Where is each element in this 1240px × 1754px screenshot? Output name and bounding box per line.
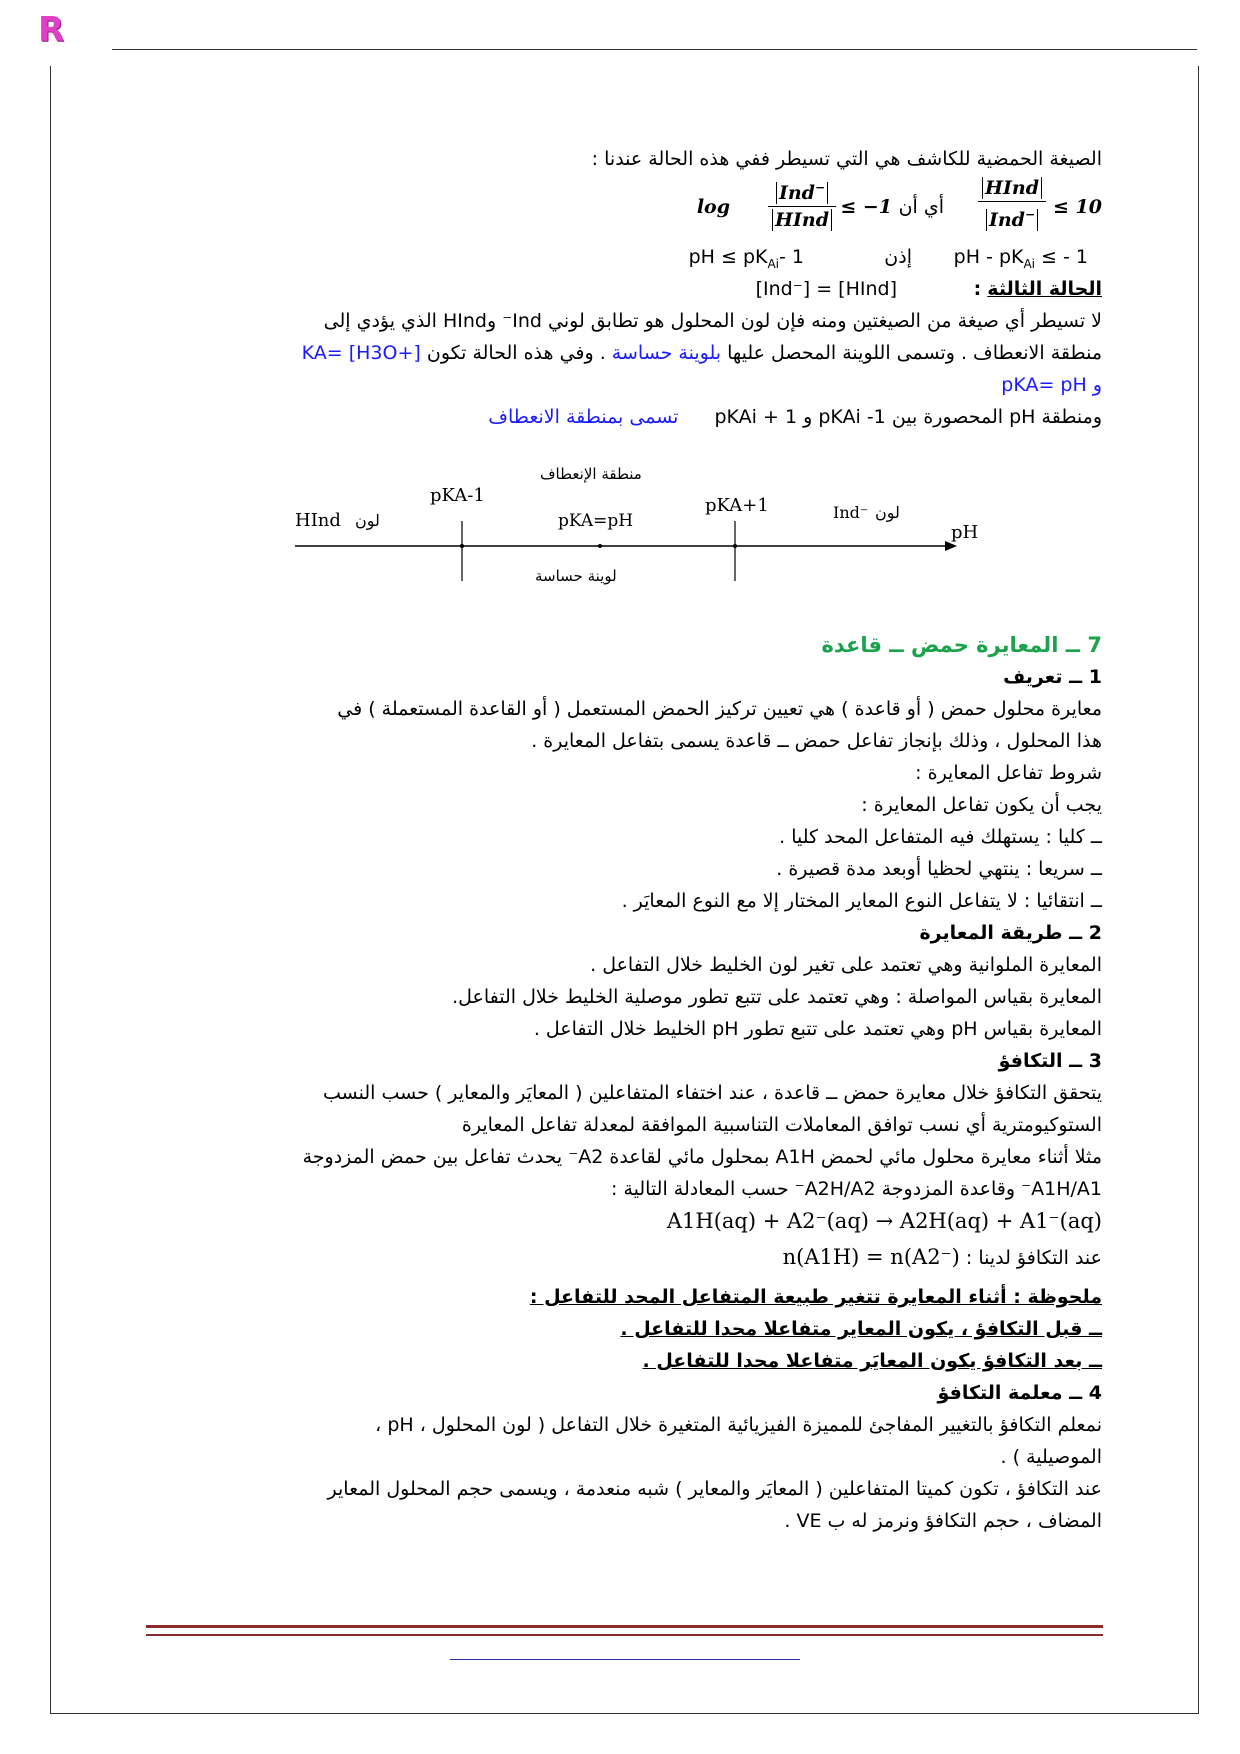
reaction-equation: A1H(aq) + A2⁻(aq) → A2H(aq) + A1⁻(aq) [666,1209,1102,1233]
hind-label: HInd [295,510,341,531]
text-span: عند التكافؤ لدينا : [965,1247,1102,1269]
section-title: 7 ــ المعايرة حمض ــ قاعدة [821,633,1102,657]
pka-formula: pKA= pH [1001,374,1087,396]
sensitive-label: لوينة حساسة [535,567,617,585]
inequality-line [165,175,1102,241]
note: ــ بعد التكافؤ يكون المعايَر متفاعلا محدا للتفاعل . [642,1350,1102,1372]
paragraph: لا تسيطر أي صيغة من الصيغتين ومنه فإن لون المحلول هو تطابق لوني Ind⁻ وHInd الذي يؤدي إلى [323,310,1102,332]
hind-color-label: لون [355,511,380,530]
subheading: 2 ــ طريقة المعايرة [919,922,1102,944]
ind-label: Ind⁻ [833,503,869,522]
state3-eq: [Ind⁻] = [HInd] [755,278,897,300]
ph-result: pH ≤ $pK_{Ai}-$ 1 [688,246,804,271]
paragraph: نمعلم التكافؤ بالتغيير المفاجئ للمميزة الفيزيائية المتغيرة خلال التفاعل ( لون المحلول ، pH ، [375,1414,1102,1436]
ph-scale-svg [165,451,1102,621]
ka-formula: KA= [H3O+] [301,342,421,364]
ph-scale-diagram [165,451,1102,621]
ineq-left: ≤ −1 [840,196,892,218]
fraction-hind-ind: HInd Ind− [978,175,1046,233]
pka-plus-label: pKA+1 [705,495,769,516]
text-span: و [1092,374,1102,396]
list-item: ــ انتقائيا : لا يتفاعل النوع المعاير المختار إلا مع النوع المعايَر . [621,890,1102,912]
state3-label: الحالة الثالثة [987,278,1102,300]
note: ــ قبل التكافؤ ، يكون المعاير متفاعلا محدا للتفاعل . [620,1318,1102,1340]
paragraph: معايرة محلول حمض ( أو قاعدة ) هي تعيين تركيز الحمض المستعمل ( أو القاعدة المستعملة ) في [337,698,1102,720]
list-item: ــ سريعا : ينتهي لحظيا أوبعد مدة قصيرة . [776,858,1102,880]
zone-label: منطقة الإنعطاف [540,465,642,483]
paragraph: A1H/A1⁻ وقاعدة المزدوجة A2H/A2⁻ حسب المعادلة التالية : [611,1178,1102,1200]
paragraph: الستوكيومترية أي نسب توافق المعاملات التناسبية الموافقة لمعدلة تفاعل المعايرة [461,1114,1102,1136]
paragraph: عند التكافؤ ، تكون كميتا المتفاعلين ( المعايَر والمعاير ) شبه منعدمة ، ويسمى حجم المحلول المعاير [327,1478,1102,1500]
text-span: منطقة الانعطاف . وتسمى اللوينة المحصل عليها [727,342,1102,364]
paragraph [165,401,1102,433]
paragraph: المعايرة بقياس المواصلة : وهي تعتمد على تتبع تطور موصلية الخليط خلال التفاعل. [452,986,1102,1008]
equivalence-line [165,1241,1102,1281]
inflection-term: تسمى بمنطقة الانعطاف [488,406,679,428]
paragraph: المعايرة بقياس pH وهي تعتمد على تتبع تطور pH الخليط خلال التفاعل . [533,1018,1102,1040]
footer-link-line [450,1659,800,1660]
paragraph [165,337,1102,369]
idhan-text: إذن [884,246,912,268]
state3-line: الحالة الثالثة : [Ind⁻] = [HInd] [165,273,1102,305]
log-label: log [696,196,730,218]
pka-eq-label: pKA=pH [558,511,634,531]
ph-line [165,241,1102,273]
list-item: ــ كليا : يستهلك فيه المتفاعل المحد كليا . [779,826,1102,848]
paragraph: المعايرة الملوانية وهي تعتمد على تغير لون الخليط خلال التفاعل . [590,954,1102,976]
paragraph: يجب أن يكون تفاعل المعايرة : [861,794,1102,816]
aw-an-text: أي أن [898,196,944,218]
sensitive-term: بلوينة حساسة [611,342,722,364]
paragraph: شروط تفاعل المعايرة : [915,762,1102,784]
paragraph [165,369,1102,401]
ind-color-label: لون [875,503,900,522]
subheading: 4 ــ معلمة التكافؤ [937,1382,1102,1404]
text-span: . وفي هذه الحالة تكون [426,342,606,364]
paragraph: المضاف ، حجم التكافؤ ونرمز له ب VE . [784,1510,1102,1532]
bottom-rule [146,1625,1103,1636]
subheading: 1 ــ تعريف [1003,666,1102,688]
logo: R [38,10,65,50]
paragraph: مثلا أثناء معايرة محلول مائي لحمض A1H بمحلول مائي لقاعدة A2⁻ يحدث تفاعل بين حمض المزدوجة [302,1146,1102,1168]
ph-diff: pH - $pK_{Ai}$ ≤ - 1 [953,246,1088,271]
paragraph: يتحقق التكافؤ خلال معايرة حمض ــ قاعدة ، عند اختفاء المتفاعلين ( المعايَر والمعاير ) حسب النسب [323,1082,1102,1104]
paragraph: الصيغة الحمضية للكاشف هي التي تسيطر ففي هذه الحالة عندنا : [591,148,1102,170]
text-span: ومنطقة pH المحصورة بين pKAi -1 و pKAi + 1 [714,406,1102,428]
top-rule [112,49,1197,50]
document-body [165,143,1102,1537]
pka-minus-label: pKA-1 [430,485,485,506]
paragraph: هذا المحلول ، وذلك بإنجاز تفاعل حمض ــ قاعدة يسمى بتفاعل المعايرة . [531,730,1102,752]
subheading: 3 ــ التكافؤ [998,1050,1102,1072]
ineq-right: ≤ 10 [1053,196,1102,218]
paragraph: الموصيلية ) . [1000,1446,1102,1468]
note: ملحوظة : أثناء المعايرة تتغير طبيعة المتفاعل المحد للتفاعل : [529,1286,1102,1308]
ph-axis-label: pH [951,522,979,543]
fraction-ind-hind: Ind− HInd [768,175,836,233]
equivalence-formula: n(A1H) = n(A2⁻) [782,1245,960,1269]
